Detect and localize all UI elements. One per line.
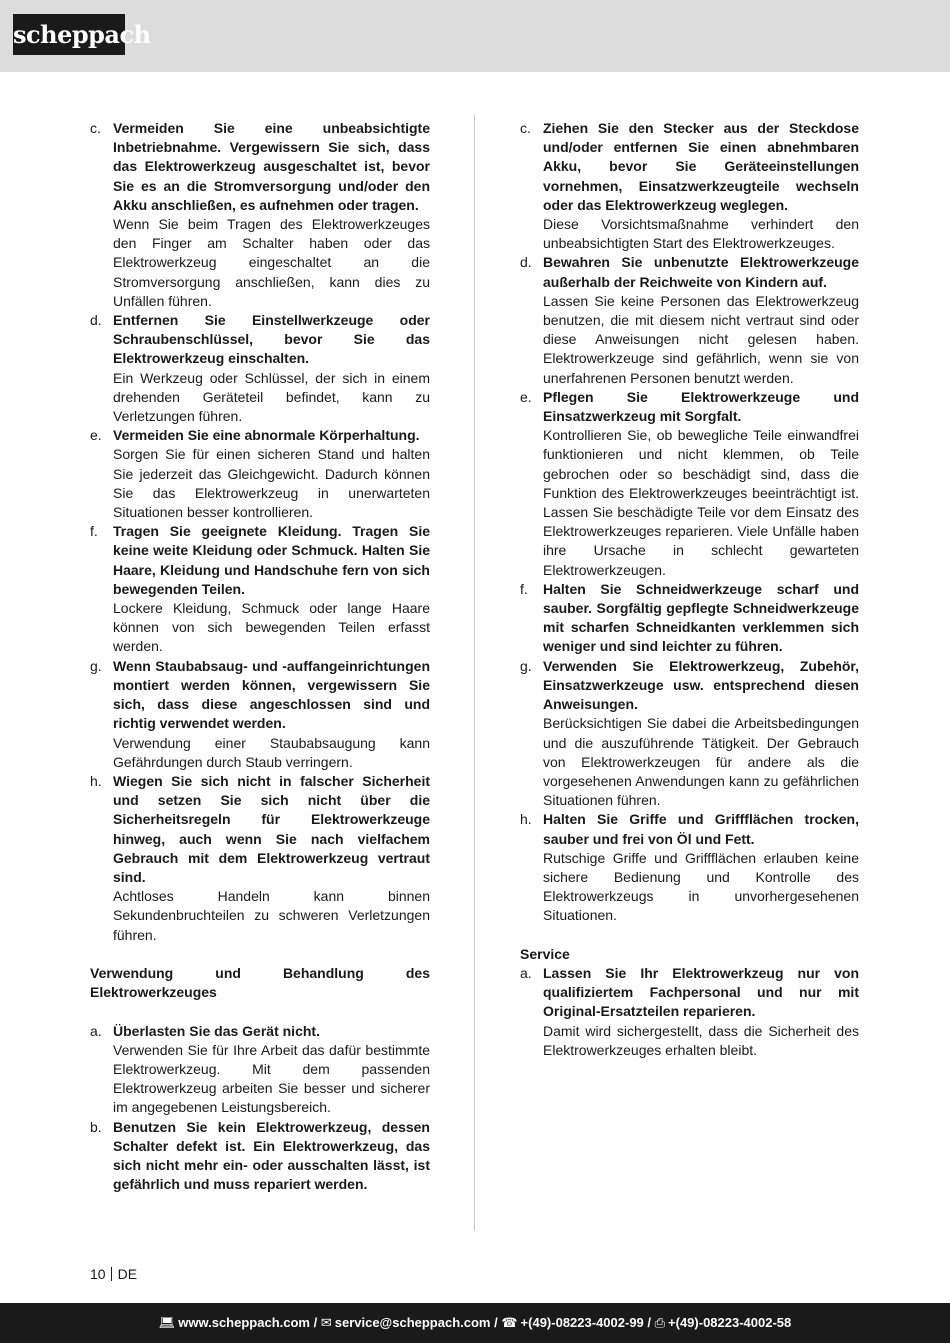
scheppach-logo: scheppach — [13, 14, 125, 55]
item-text: Damit wird sichergestellt, dass die Sicherheit des Elektrowerkzeuges erhalten bleibt. — [543, 1022, 859, 1058]
item-text: Wenn Sie beim Tragen des Elektrowerkzeuges den Finger am Schalter haben oder das Elektrowerkzeug eingeschaltet an die Stromversorgung anschließen, kann dies zu Unfällen führen. — [113, 216, 430, 309]
page-number: 10 — [90, 1266, 106, 1282]
spacer — [520, 926, 859, 945]
item-marker: e. — [520, 388, 532, 405]
item-text: Rutschige Griffe und Griffflächen erlauben keine sichere Bedienung und Kontrolle des Elektrowerkzeugs in unvorhergesehenen Situationen. — [543, 849, 859, 924]
contact-footer — [0, 1303, 950, 1343]
list-item — [520, 810, 859, 925]
item-bold-text: Verwenden Sie Elektrowerkzeug, Zubehör, Einsatzwerkzeuge usw. entsprechend diesen Anweisungen. — [543, 657, 859, 713]
list-item — [90, 1022, 430, 1118]
item-marker: h. — [520, 811, 532, 828]
spacer — [90, 1002, 430, 1021]
item-marker: g. — [520, 657, 532, 674]
column-divider — [474, 115, 475, 1231]
item-marker: a. — [520, 964, 532, 981]
list-item — [90, 522, 430, 656]
item-bold-text: Bewahren Sie unbenutzte Elektrowerkzeuge außerhalb der Reichweite von Kindern auf. — [543, 254, 859, 290]
item-marker: d. — [90, 312, 102, 329]
item-bold-text: Halten Sie Schneidwerkzeuge scharf und sauber. Sorgfältig gepflegte Schneidwerkzeuge mit scharfen Schneidkanten verklemmen sich weniger und sind leichter zu führen. — [543, 580, 859, 655]
spacer — [90, 945, 430, 964]
item-marker: g. — [90, 657, 102, 674]
item-marker: h. — [90, 772, 102, 789]
item-bold-text: Halten Sie Griffe und Griffflächen trocken, sauber und frei von Öl und Fett. — [543, 811, 859, 847]
list-item — [520, 388, 859, 580]
item-text: Ein Werkzeug oder Schlüssel, der sich in einem drehenden Geräteteil befindet, kann zu Verletzungen führen. — [113, 369, 430, 425]
item-bold-text: Entfernen Sie Einstellwerkzeuge oder Schraubenschlüssel, bevor Sie das Elektrowerkzeug einschalten. — [113, 312, 430, 367]
page-language: DE — [117, 1266, 138, 1282]
list-item — [520, 119, 859, 253]
list-item — [520, 253, 859, 387]
right-column — [520, 119, 859, 1060]
list-item — [90, 772, 430, 945]
list-item — [90, 426, 430, 522]
item-text: Diese Vorsichtsmaßnahme verhindert den unbeabsichtigten Start des Elektrowerkzeuges. — [543, 216, 859, 252]
item-bold-text: Lassen Sie Ihr Elektrowerkzeug nur von qualifiziertem Fachpersonal und nur mit Original-Ersatzteilen reparieren. — [543, 964, 859, 1020]
list-item — [90, 119, 430, 311]
item-marker: a. — [90, 1022, 102, 1039]
list-item — [520, 580, 859, 657]
item-bold-text: Vermeiden Sie eine abnormale Körperhaltung. — [113, 427, 420, 444]
list-item — [90, 657, 430, 772]
left-column — [90, 119, 430, 1194]
page-header — [0, 0, 950, 72]
item-marker: c. — [520, 120, 531, 136]
list-item — [520, 964, 859, 1060]
item-marker: e. — [90, 427, 102, 444]
item-text: Kontrollieren Sie, ob bewegliche Teile einwandfrei funktionieren und nicht klemmen, ob Teile gebrochen oder so beschädigt sind, dass die Funktion des Elektrowerkzeuges beeinträchtigt ist. Lassen Sie beschädigte Teile vor dem Einsatz des Elektrowerkzeuges reparieren. Viele Unfälle haben ihre Ursache in schlecht gewarteten Elektrowerkzeugen. — [543, 427, 859, 578]
item-bold-text: Wiegen Sie sich nicht in falscher Sicherheit und setzen Sie sich nicht über die Sicherheitsregeln für Elektrowerkzeuge hinweg, auch wenn Sie nach vielfachem Gebrauch mit dem Elektrowerkzeug vertraut sind. — [113, 772, 430, 885]
item-marker: c. — [90, 120, 101, 136]
item-bold-text: Wenn Staubabsaug- und -auffangeinrichtungen montiert werden können, vergewissern Sie sich, dass diese angeschlossen sind und richtig verwendet werden. — [113, 657, 430, 732]
phone-icon: ☎︎ — [501, 1315, 518, 1330]
section-heading-service: Service — [520, 945, 570, 962]
section-heading-usage: Verwendung und Behandlung des Elektrowerkzeuges — [90, 964, 430, 1001]
laptop-icon: 💻︎ — [158, 1315, 176, 1330]
item-text: Lockere Kleidung, Schmuck oder lange Haare können von sich bewegenden Teilen erfasst werden. — [113, 600, 430, 655]
fax-icon: ⎙ — [654, 1315, 666, 1330]
footer-web: www.scheppach.com / — [178, 1315, 318, 1330]
page-number-label — [90, 1266, 137, 1282]
item-marker: f. — [520, 580, 528, 597]
item-text: Sorgen Sie für einen sicheren Stand und halten Sie jederzeit das Gleichgewicht. Dadurch können Sie das Elektrowerkzeug in unerwarteten Situationen besser kontrollieren. — [113, 446, 430, 521]
item-bold-text: Ziehen Sie den Stecker aus der Steckdose und/oder entfernen Sie einen abnehmbaren Akku, bevor Sie Geräteeinstellungen vornehmen, Einsatzwerkzeugteile wechseln oder das Elektrowerkzeug weglegen. — [543, 120, 859, 213]
footer-fax: +(49)-08223-4002-58 — [668, 1315, 792, 1330]
item-text: Verwendung einer Staubabsaugung kann Gefährdungen durch Staub verringern. — [113, 734, 430, 770]
item-bold-text: Tragen Sie geeignete Kleidung. Tragen Sie keine weite Kleidung oder Schmuck. Halten Sie Haare, Kleidung und Handschuhe fern von sich bewegenden Teilen. — [113, 523, 430, 597]
item-marker: b. — [90, 1118, 102, 1135]
item-text: Verwenden Sie für Ihre Arbeit das dafür bestimmte Elektrowerkzeug. Mit dem passenden Elektrowerkzeug arbeiten Sie besser und sicherer im angegebenen Leistungsbereich. — [113, 1041, 430, 1116]
list-item — [90, 311, 430, 426]
page-separator — [111, 1267, 112, 1281]
list-item — [90, 1118, 430, 1195]
item-bold-text: Vermeiden Sie eine unbeabsichtigte Inbetriebnahme. Vergewissern Sie sich, dass das Elektrowerkzeug ausgeschaltet ist, bevor Sie es an die Stromversorgung und/oder den Akku anschließen, es aufnehmen oder tragen. — [113, 120, 430, 213]
item-bold-text: Überlasten Sie das Gerät nicht. — [113, 1022, 320, 1039]
list-item — [520, 657, 859, 811]
item-marker: d. — [520, 254, 532, 271]
footer-phone: +(49)-08223-4002-99 / — [520, 1315, 651, 1330]
item-text: Achtloses Handeln kann binnen Sekundenbruchteilen zu schweren Verletzungen führen. — [113, 888, 430, 943]
mail-icon: ✉︎ — [320, 1315, 332, 1330]
item-text: Lassen Sie keine Personen das Elektrowerkzeug benutzen, die mit diesem nicht vertraut sind oder diese Anweisungen nicht gelesen haben. Elektrowerkzeuge sind gefährlich, wenn sie von unerfahrenen Personen benutzt werden. — [543, 292, 859, 386]
item-text: Berücksichtigen Sie dabei die Arbeitsbedingungen und die auszuführende Tätigkeit. Der Gebrauch von Elektrowerkzeugen für andere als die vorgesehenen Anwendungen kann zu gefährlichen Situationen führen. — [543, 715, 859, 809]
item-bold-text: Benutzen Sie kein Elektrowerkzeug, dessen Schalter defekt ist. Ein Elektrowerkzeug, das sich nicht mehr ein- oder ausschalten lässt, ist gefährlich und muss repariert werden. — [113, 1118, 430, 1193]
footer-email: service@scheppach.com / — [334, 1315, 498, 1330]
item-marker: f. — [90, 523, 98, 540]
item-bold-text: Pflegen Sie Elektrowerkzeuge und Einsatzwerkzeug mit Sorgfalt. — [543, 388, 859, 425]
